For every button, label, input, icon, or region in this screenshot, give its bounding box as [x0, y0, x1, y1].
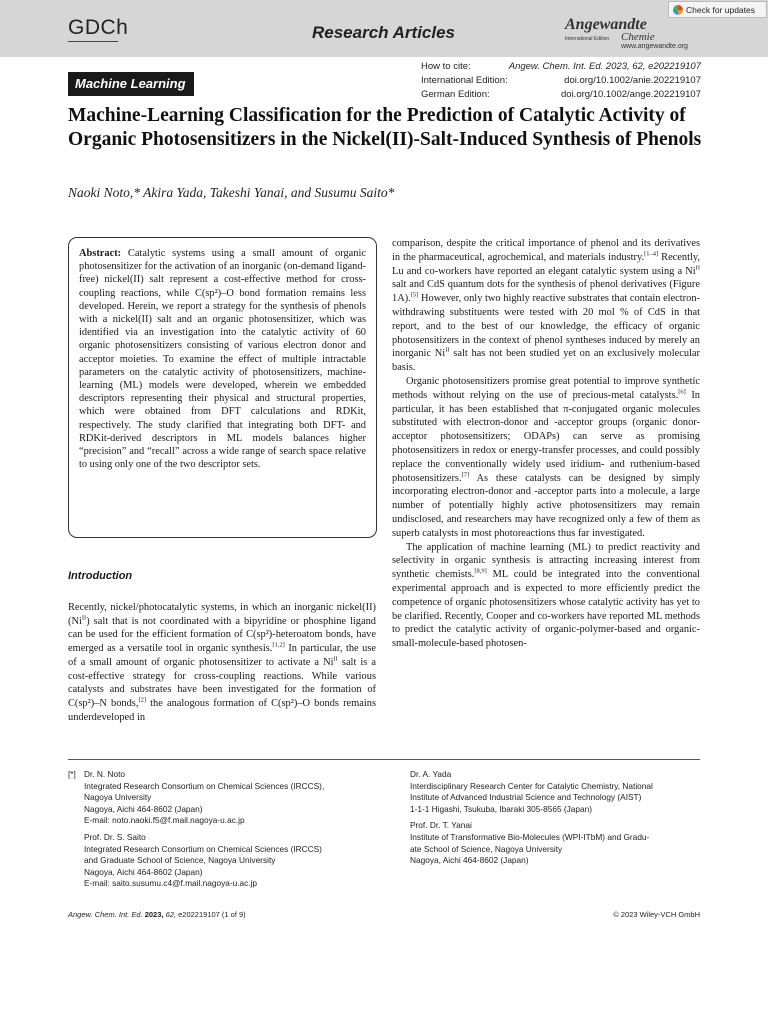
affiliation-line: Prof. Dr. S. Saito — [84, 831, 146, 842]
affiliation-line: and Graduate School of Science, Nagoya University — [84, 855, 276, 866]
superscript: II — [695, 264, 700, 272]
page-footer-citation — [68, 910, 246, 919]
affiliation-line: Nagoya, Aichi 464-8602 (Japan) — [84, 866, 203, 877]
author-list: Naoki Noto,* Akira Yada, Takeshi Yanai, and Susumu Saito* — [68, 185, 395, 200]
body-text: However, only two highly reactive substrates that contain electron-withdrawing substituents were tested with 20 mol % of CdS in that report, and to the best of our knowledge, the efficacy of organic photosensitizers in the context of phenol syntheses induced by merely an inorganic Ni — [392, 293, 700, 360]
check-updates-label: Check for updates — [686, 4, 755, 15]
journal-url[interactable]: www.angewandte.org — [621, 43, 688, 50]
section-heading: Research Articles — [312, 23, 456, 42]
article-title: Machine-Learning Classification for the Prediction of Catalytic Activity of Organic Photosensitizers in the Nickel(II)-Salt-Induced Synthesis of Phenols — [68, 105, 702, 150]
intro-text: Recently, nickel/photocatalytic systems, in which an inorganic nickel(II) (Ni — [68, 602, 376, 627]
affiliation-line: 1-1-1 Higashi, Tsukuba, Ibaraki 305-8565 (Japan) — [410, 803, 593, 814]
footer-volume: 62, — [165, 910, 177, 919]
reference-link[interactable]: [1,2] — [272, 641, 285, 649]
body-text: ML could be integrated into the conventional experimental approach and is expected to more efficiently predict the competence of organic photosensitizers whose catalytic activity has yet to be clarified. Recently, Cooper and co-workers have reported ML methods to predict the catalytic activity of organic-polymer-based and organic-small-molecule-based photosen- — [392, 569, 700, 650]
german-edition-label: German Edition: — [421, 89, 490, 100]
citation-how-to-cite — [421, 60, 701, 74]
publisher-logo: GDCh — [68, 16, 129, 39]
affiliation-line: Nagoya, Aichi 464-8602 (Japan) — [84, 803, 203, 814]
footnote-marker: [*] — [68, 769, 76, 779]
footer-year: 2023, — [144, 910, 164, 919]
body-paragraph — [392, 237, 700, 375]
abstract-text: Catalytic systems using a small amount of organic photosensitizer for the activation of an inorganic (on-demand ligand-free) nickel(II) salt represent a cost-effective method for cross-coupling reactions, while C(sp²)–O bond formation remains less developed. Herein, we report a strategy for the synthesis of phenols with a nickel(II) salt and an organic photosensitizer, which was identified via an investigation into the catalytic activity of 60 organic photosensitizers consisting of various electron donor and acceptor moieties. To examine the effect of multiple intractable parameters on the catalytic activity of photosensitizers, machine-learning (ML) models were developed, wherein we embedded descriptors representing their physical and structural properties, which were obtained from DFT calculations and RDKit, respectively. The study clarified that integrating both DFT- and RDKit-derived descriptors in ML models balances higher “precision” and “recall” across a wide range of search space relative to using only one of the two descriptor sets. — [79, 248, 366, 471]
body-text: As these catalysts can be designed by simply incorporating electron-donor and -acceptor parts into a molecule, a large number of potentially highly active photosensitizers may remain undisclosed, and researchers may have recognized only a few of them as superb catalysts in most photoreactions thus far investigated. — [392, 472, 700, 539]
how-to-cite-label: How to cite: — [421, 61, 471, 72]
abstract-box — [68, 237, 377, 538]
footnote-divider — [68, 759, 700, 760]
how-to-cite-value[interactable]: Angew. Chem. Int. Ed. 2023, 62, e202219107 — [508, 61, 701, 72]
body-text: Organic photosensitizers promise great potential to improve synthetic methods without relying on the use of precious-metal catalysts. — [392, 375, 700, 401]
introduction-paragraph — [68, 601, 376, 724]
footer-journal: Angew. Chem. Int. Ed. — [68, 910, 143, 919]
affiliation-line: Integrated Research Consortium on Chemical Sciences (IRCCS), — [84, 780, 325, 791]
citation-block — [421, 60, 701, 102]
affiliation-line: Institute of Transformative Bio-Molecules (WPI-ITbM) and Gradu- — [410, 831, 650, 842]
reference-link[interactable]: [7] — [461, 471, 470, 479]
affiliation-line: Prof. Dr. T. Yanai — [410, 820, 472, 831]
body-paragraph — [392, 375, 700, 541]
intro-text: In particular, the use of a small amount of organic photosensitizer to activate a Ni — [68, 643, 376, 668]
intro-text: salt is a cost-effective strategy for cross-coupling reactions. While various catalysts and substrates have been investigated for the formation of C(sp²)–N bonds, — [68, 656, 377, 709]
crossmark-icon — [673, 5, 683, 15]
reference-link[interactable]: [8,9] — [474, 567, 487, 575]
reference-link[interactable]: [1–4] — [644, 250, 659, 258]
reference-link[interactable]: [5] — [410, 291, 419, 299]
footer-page: e202219107 (1 of 9) — [178, 910, 246, 919]
affiliation-line: Nagoya University — [84, 792, 152, 803]
journal-edition: International Edition — [565, 36, 610, 42]
reference-link[interactable]: [2] — [138, 696, 147, 704]
body-text: In particular, it has been established that π-conjugated organic molecules substituted with electron-donor and -acceptor groups (organic donor-acceptor photosensitizers; ODAPs) can serve as promising photosensitizers in redox or energy-transfer processes, and could possibly replace the conventionally widely used iridium- and ruthenium-based photosensitizers. — [392, 389, 700, 484]
publisher-logo-underline — [68, 41, 118, 42]
affiliation-line: Institute of Advanced Industrial Science and Technology (AIST) — [410, 792, 642, 803]
journal-logo: Angewandte — [565, 16, 647, 33]
check-updates-button[interactable] — [668, 1, 767, 18]
intro-text: ) salt that is not coordinated with a bipyridine or phosphine ligand can be used for the efficient formation of C(sp²)-heteroatom bonds, have emerged as a versatile tool in organic synthesis. — [68, 615, 376, 655]
intl-edition-doi[interactable]: doi.org/10.1002/anie.202219107 — [564, 75, 701, 86]
affiliations-left — [68, 769, 388, 890]
abstract-label: Abstract: — [79, 248, 122, 259]
body-text: comparison, despite the critical importance of phenol and its derivatives in the pharmaceutical, agrochemical, and materials industry. — [392, 238, 700, 263]
page-footer-copyright: © 2023 Wiley-VCH GmbH — [613, 910, 700, 919]
body-text: salt and CdS quantum dots for the synthesis of phenol derivatives (Figure 1A). — [392, 279, 700, 305]
body-paragraph — [392, 541, 700, 651]
journal-chemie: Chemie — [621, 31, 655, 43]
email-link[interactable]: E-mail: saito.susumu.c4@f.mail.nagoya-u.ac.jp — [84, 878, 258, 889]
affiliation-line: Dr. A. Yada — [410, 769, 452, 779]
affiliation-line: Dr. N. Noto — [84, 769, 126, 779]
affiliation-line: ate School of Science, Nagoya University — [410, 843, 563, 854]
right-column — [392, 237, 700, 651]
body-text: The application of machine learning (ML) to predict reactivity and selectivity in organic synthesis is attracting increasing interest from synthetic chemists. — [392, 541, 700, 581]
category-tag: Machine Learning — [68, 72, 194, 96]
superscript: II — [81, 614, 87, 622]
affiliations-right — [410, 769, 710, 867]
email-link[interactable]: E-mail: noto.naoki.f5@f.mail.nagoya-u.ac.jp — [84, 815, 245, 826]
german-edition-doi[interactable]: doi.org/10.1002/ange.202219107 — [561, 89, 701, 100]
body-text: Recently, Lu and co-workers have reported an elegant catalytic system using a Ni — [392, 251, 700, 277]
affiliation-line: Nagoya, Aichi 464-8602 (Japan) — [410, 855, 529, 866]
reference-link[interactable]: [6] — [678, 388, 686, 396]
intl-edition-label: International Edition: — [421, 75, 508, 86]
citation-german — [421, 88, 701, 102]
affiliation-line: Integrated Research Consortium on Chemical Sciences (IRCCS) — [84, 843, 322, 854]
citation-international — [421, 74, 701, 88]
superscript: II — [445, 346, 450, 354]
intro-text: the analogous formation of C(sp²)–O bonds remains underdeveloped in — [68, 697, 376, 723]
superscript: II — [333, 655, 338, 663]
body-text: salt has not been studied yet on an exclusively molecular basis. — [392, 348, 700, 374]
introduction-heading: Introduction — [68, 570, 133, 582]
affiliation-line: Interdisciplinary Research Center for Catalytic Chemistry, National — [410, 780, 653, 791]
